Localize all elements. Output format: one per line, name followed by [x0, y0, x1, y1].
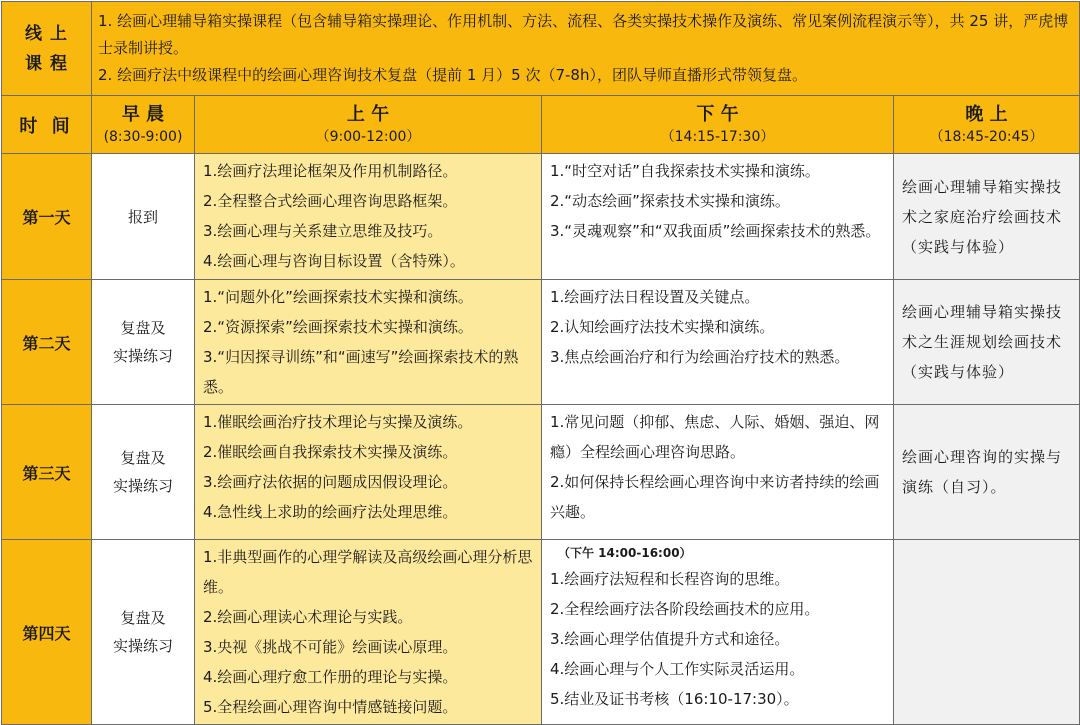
evening-cell: 绘画心理辅导箱实操技术之家庭治疗绘画技术（实践与体验） [894, 154, 1080, 280]
am-item: 4.急性线上求助的绘画疗法处理思维。 [203, 503, 458, 521]
am-item: 1.非典型画作的心理学解读及高级绘画心理分析思维。 [203, 548, 533, 596]
am-item: 3.央视《挑战不可能》绘画读心原理。 [203, 638, 458, 656]
evening-cell: 绘画心理辅导箱实操技术之生涯规划绘画技术（实践与体验） [894, 280, 1080, 405]
day-label: 第三天 [2, 405, 92, 540]
am-item: 1.催眠绘画治疗技术理论与实操及演练。 [203, 413, 473, 431]
course-schedule-table [1, 1, 1080, 725]
pm-item: 3.“灵魂观察”和“双我面质”绘画探索技术的熟悉。 [550, 222, 881, 240]
header-row [2, 96, 1080, 154]
pm-item: 1.绘画疗法日程设置及关键点。 [550, 288, 760, 306]
online-course-description [92, 2, 1080, 96]
am-item: 3.绘画心理与关系建立思维及技巧。 [203, 222, 443, 240]
pm-item: 3.绘画心理学估值提升方式和途径。 [550, 630, 790, 648]
time-column-header: 时 间 [2, 96, 92, 154]
morning-column-header: 早 晨 (8:30-9:00) [92, 96, 195, 154]
evening-column-header: 晚 上 （18:45-20:45） [894, 96, 1080, 154]
pm-item: 2.如何保持长程绘画心理咨询中来访者持续的绘画兴趣。 [550, 473, 880, 521]
pm-cell [542, 405, 894, 540]
online-course-line: 2. 绘画疗法中级课程中的绘画心理咨询技术复盘（提前 1 月）5 次（7-8h），团队导师直播形式带领复盘。 [98, 66, 807, 84]
pm-item: 2.全程绘画疗法各阶段绘画技术的应用。 [550, 600, 820, 618]
morning-cell: 报到 [92, 154, 195, 280]
online-course-line: 1. 绘画心理辅导箱实操课程（包含辅导箱实操理论、作用机制、方法、流程、各类实操技术操作及演练、常见案例流程演示等），共 25 讲，严虎博士录制讲授。 [98, 12, 1069, 57]
day-row [2, 405, 1080, 540]
day-label: 第四天 [2, 540, 92, 725]
pm-item: 5.结业及证书考核（16:10-17:30）。 [550, 690, 799, 708]
pm-item: 2.“动态绘画”探索技术实操和演练。 [550, 192, 790, 210]
am-cell [195, 405, 542, 540]
evening-cell [894, 540, 1080, 725]
am-cell [195, 540, 542, 725]
am-cell [195, 154, 542, 280]
day-row [2, 154, 1080, 280]
morning-cell: 复盘及 实操练习 [92, 540, 195, 725]
am-item: 3.绘画疗法依据的问题成因假设理论。 [203, 473, 458, 491]
online-course-label: 线 上 课 程 [2, 2, 92, 96]
pm-item: 2.认知绘画疗法技术实操和演练。 [550, 318, 775, 336]
pm-column-header: 下 午 （14:15-17:30） [542, 96, 894, 154]
pm-item: 3.焦点绘画治疗和行为绘画治疗技术的熟悉。 [550, 348, 850, 366]
am-item: 2.绘画心理读心术理论与实践。 [203, 608, 413, 626]
morning-cell: 复盘及 实操练习 [92, 405, 195, 540]
am-item: 4.绘画心理与咨询目标设置（含特殊）。 [203, 252, 465, 270]
am-item: 2.催眠绘画自我探索技术实操及演练。 [203, 443, 458, 461]
am-item: 4.绘画心理疗愈工作册的理论与实操。 [203, 668, 458, 686]
morning-cell: 复盘及 实操练习 [92, 280, 195, 405]
pm-time-note: （下午 14:00-16:00） [558, 546, 692, 560]
am-cell [195, 280, 542, 405]
day-row [2, 280, 1080, 405]
pm-item: 1.常见问题（抑郁、焦虑、人际、婚姻、强迫、网瘾）全程绘画心理咨询思路。 [550, 413, 880, 461]
day-label: 第二天 [2, 280, 92, 405]
day-row [2, 540, 1080, 725]
am-item: 5.全程绘画心理咨询中情感链接问题。 [203, 698, 458, 716]
day-label: 第一天 [2, 154, 92, 280]
pm-item: 1.绘画疗法短程和长程咨询的思维。 [550, 570, 790, 588]
online-course-row [2, 2, 1080, 96]
am-column-header: 上 午 （9:00-12:00） [195, 96, 542, 154]
am-item: 2.“资源探索”绘画探索技术实操和演练。 [203, 318, 473, 336]
evening-cell: 绘画心理咨询的实操与演练（自习）。 [894, 405, 1080, 540]
pm-item: 4.绘画心理与个人工作实际灵活运用。 [550, 660, 805, 678]
am-item: 1.“问题外化”绘画探索技术实操和演练。 [203, 288, 473, 306]
am-item: 1.绘画疗法理论框架及作用机制路径。 [203, 162, 458, 180]
pm-cell [542, 154, 894, 280]
am-item: 3.“归因探寻训练”和“画速写”绘画探索技术的熟悉。 [203, 348, 519, 396]
pm-cell [542, 540, 894, 725]
pm-item: 1.“时空对话”自我探索技术实操和演练。 [550, 162, 820, 180]
am-item: 2.全程整合式绘画心理咨询思路框架。 [203, 192, 458, 210]
pm-cell [542, 280, 894, 405]
